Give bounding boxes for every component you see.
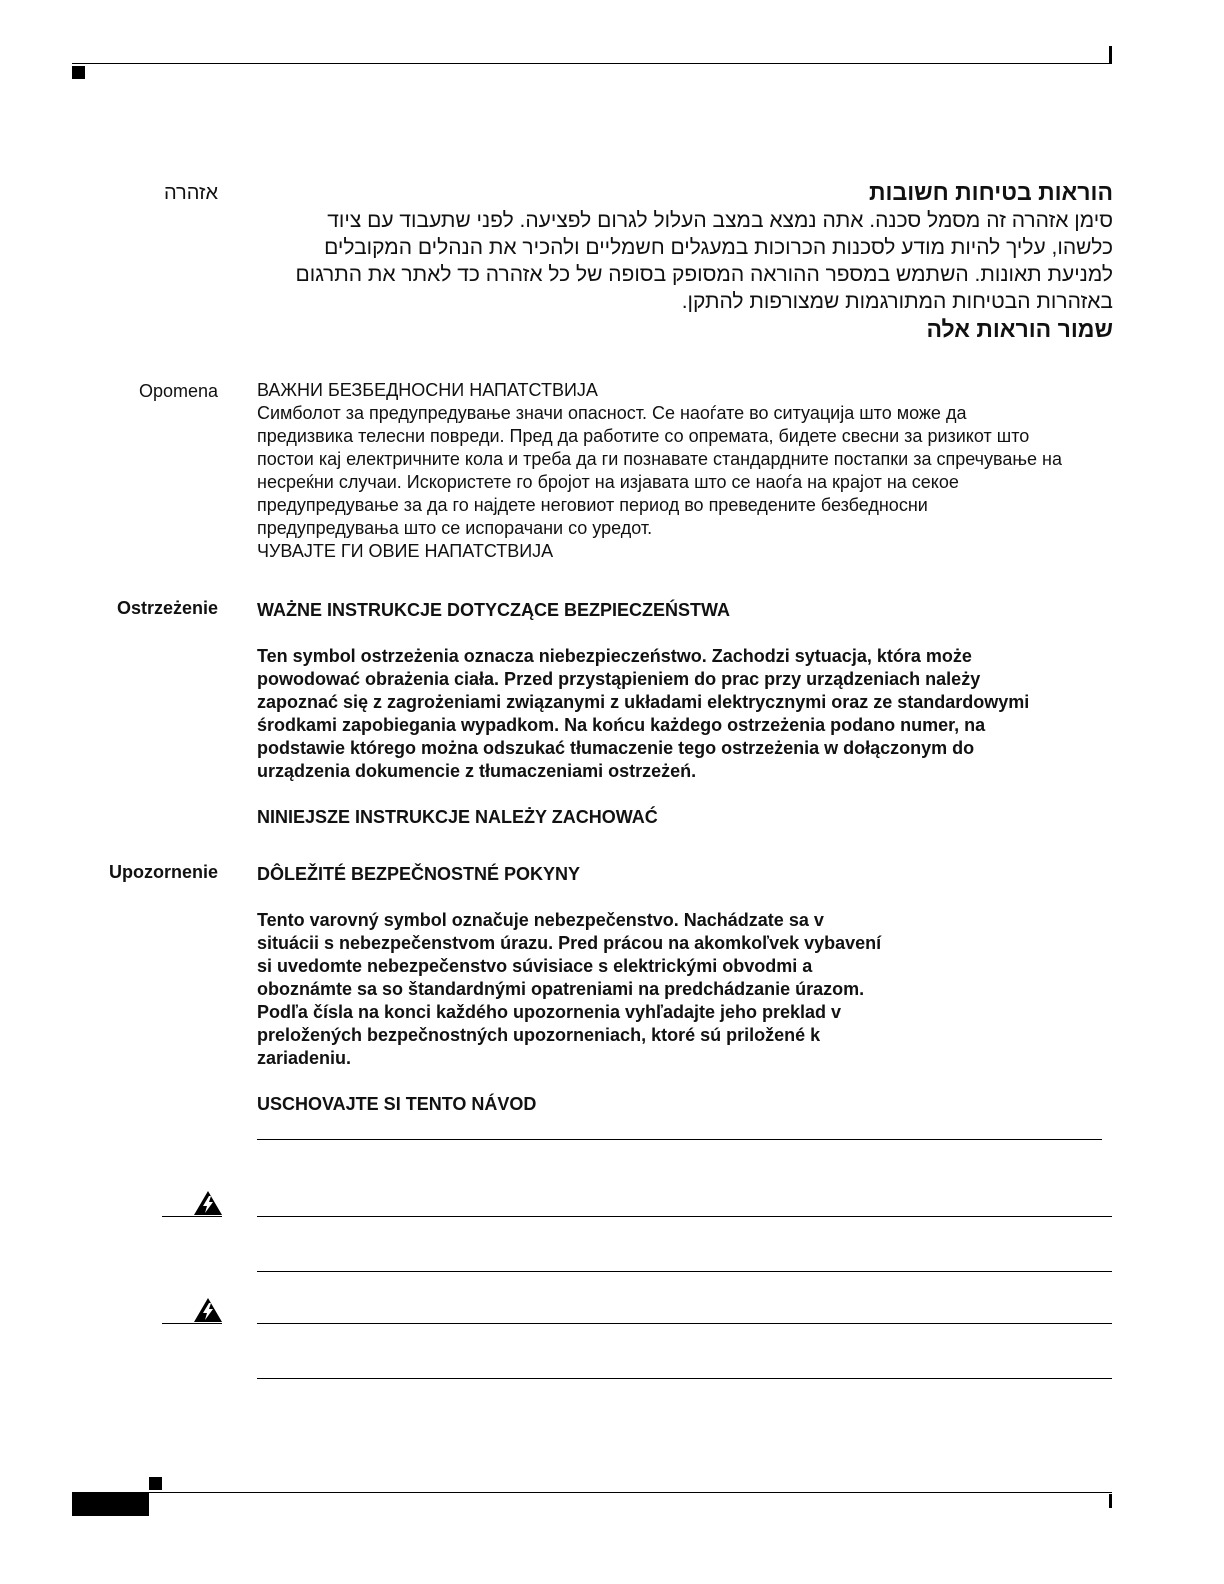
footer-right-tick <box>1109 1494 1112 1508</box>
polish-body-line: środkami zapobiegania wypadkom. Na końcu każdego ostrzeżenia podano numer, na <box>257 715 986 735</box>
macedonian-body-line: предупредувања што се испорачани со уредот. <box>257 518 653 538</box>
polish-body-line: powodować obrażenia ciała. Przed przystąpieniem do prac przy urządzeniach należy <box>257 669 981 689</box>
macedonian-body-line: Симболот за предупредување значи опасност. Се наоѓате во ситуација што може да <box>257 403 967 423</box>
slovak-body-line: si uvedomte nebezpečenstvo súvisiace s elektrickými obvodmi a <box>257 956 813 976</box>
slovak-body-line: situácii s nebezpečenstvom úrazu. Pred prácou na akomkoľvek vybavení <box>257 933 882 953</box>
slovak-body-line: Tento varovný symbol označuje nebezpečenstvo. Nachádzate sa v <box>257 910 824 930</box>
hebrew-body-line: כלשהו, עליך להיות מודע לסכנות הכרוכות במעגלים חשמליים ולהכיר את הנהלים המקובלים <box>324 236 1113 259</box>
warning-icon <box>193 1297 223 1323</box>
warning-icon-underline <box>162 1216 222 1217</box>
polish-section <box>257 599 1113 829</box>
slovak-title: DÔLEŽITÉ BEZPEČNOSTNÉ POKYNY <box>257 864 581 884</box>
hebrew-body-line: למניעת תאונות. השתמש במספר ההוראה המסופק בסופה של כל אזהרה כד לאתר את התרגום <box>295 263 1113 286</box>
slovak-body-line: Podľa čísla na konci každého upozornenia vyhľadajte jeho preklad v <box>257 1002 842 1022</box>
warning-top-rule <box>257 1216 1112 1217</box>
macedonian-body-line: предизвика телесни повреди. Пред да работите со опремата, бидете свесни за ризикот што <box>257 426 1030 446</box>
footer-rule <box>149 1492 1112 1493</box>
hebrew-section <box>257 178 1113 344</box>
macedonian-closing: ЧУВАЈТЕ ГИ ОВИЕ НАПАТСТВИЈА <box>257 541 554 561</box>
macedonian-section <box>257 379 1113 563</box>
footer-small-mark <box>149 1477 162 1490</box>
warning-icon <box>193 1190 223 1216</box>
polish-closing: NINIEJSZE INSTRUKCJE NALEŻY ZACHOWAĆ <box>257 807 658 827</box>
header-corner-mark <box>72 66 85 79</box>
macedonian-body-line: несреќни случаи. Искористете го бројот на изјавата што се наоѓа на крајот на секое <box>257 472 959 492</box>
macedonian-body-line: постои кај електричните кола и треба да ги познавате стандардните постапки за спречување на <box>257 449 1062 469</box>
header-right-tick <box>1109 46 1112 64</box>
polish-body-line: zapoznać się z zagrożeniami związanymi z układami elektrycznymi oraz ze standardowymi <box>257 692 1030 712</box>
slovak-closing: USCHOVAJTE SI TENTO NÁVOD <box>257 1094 537 1114</box>
slovak-section <box>257 863 1113 1116</box>
hebrew-body-line: באזהרות הבטיחות המתורגמות שמצורפות להתקן. <box>681 290 1113 313</box>
warning-bottom-rule <box>257 1378 1112 1379</box>
polish-body-line: Ten symbol ostrzeżenia oznacza niebezpieczeństwo. Zachodzi sytuacja, która może <box>257 646 972 666</box>
polish-body-line: podstawie którego można odszukać tłumaczenie tego ostrzeżenia w dołączonym do <box>257 738 975 758</box>
section-end-rule <box>257 1139 1102 1140</box>
slovak-warning-label: Upozornenie <box>108 862 218 882</box>
polish-title: WAŻNE INSTRUKCJE DOTYCZĄCE BEZPIECZEŃSTWA <box>257 600 731 620</box>
warning-icon-underline <box>162 1323 222 1324</box>
slovak-body-line: zariadeniu. <box>257 1048 352 1068</box>
footer-page-tab <box>72 1492 149 1516</box>
polish-body-line: urządzenia dokumencie z tłumaczeniami ostrzeżeń. <box>257 761 697 781</box>
header-rule <box>72 63 1112 64</box>
hebrew-closing: שמור הוראות אלה <box>926 316 1113 342</box>
slovak-body-line: preložených bezpečnostných upozorneniach, ktoré sú priložené k <box>257 1025 821 1045</box>
macedonian-title: ВАЖНИ БЕЗБЕДНОСНИ НАПАТСТВИЈА <box>257 380 598 400</box>
warning-top-rule <box>257 1323 1112 1324</box>
hebrew-warning-label: אזהרה <box>163 182 218 204</box>
polish-warning-label: Ostrzeżenie <box>116 598 218 618</box>
macedonian-body-line: предупредување за да го најдете неговиот период во преведените безбедносни <box>257 495 928 515</box>
hebrew-title: הוראות בטיחות חשובות <box>869 179 1113 205</box>
macedonian-warning-label: Opomena <box>138 381 218 401</box>
hebrew-body-line: סימן אזהרה זה מסמל סכנה. אתה נמצא במצב העלול לגרום לפציעה. לפני שתעבוד עם ציוד <box>327 209 1113 232</box>
slovak-body-line: oboznámte sa so štandardnými opatreniami na predchádzanie úrazom. <box>257 979 865 999</box>
warning-bottom-rule <box>257 1271 1112 1272</box>
